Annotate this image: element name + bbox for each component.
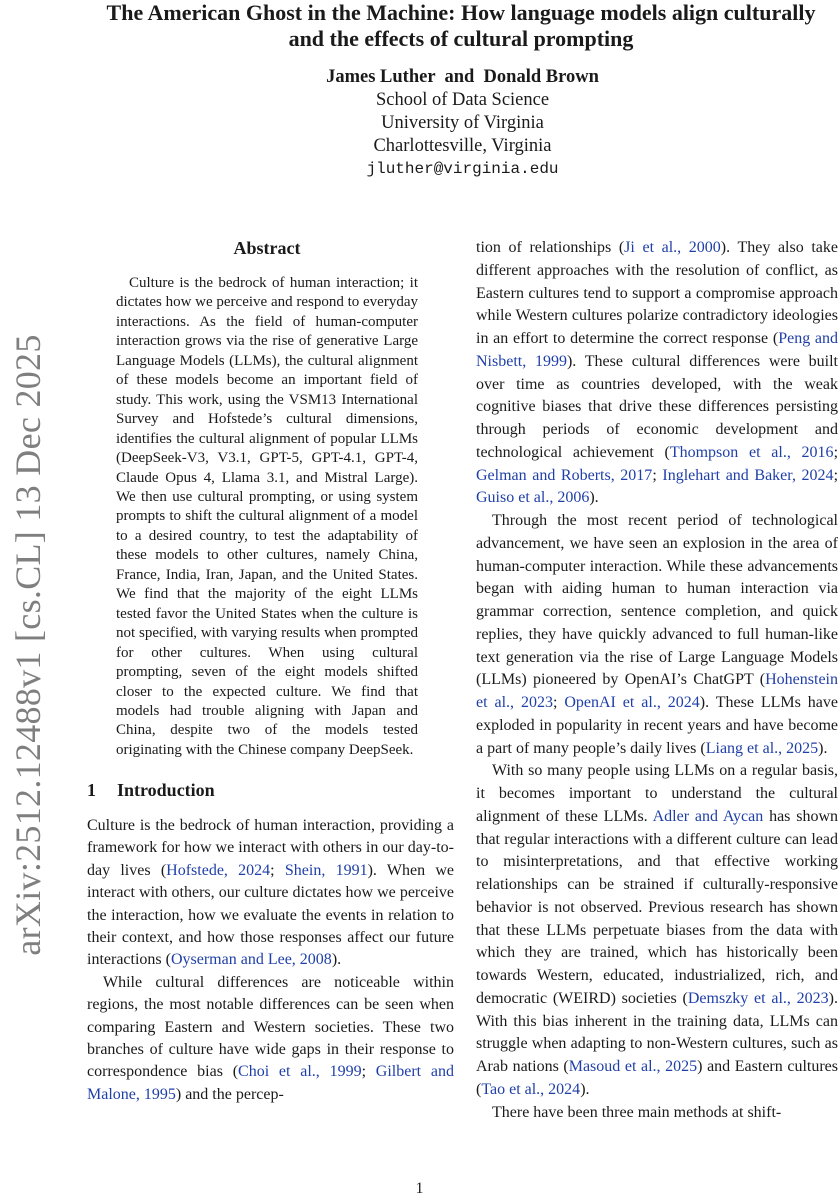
citation-link[interactable]: Shein, 1991	[284, 861, 368, 879]
citation-link[interactable]: Adler and Aycan	[652, 807, 764, 825]
left-column	[87, 815, 454, 1106]
paragraph-text: ) and the percep-	[175, 1085, 284, 1103]
citation-link[interactable]: Hohenstein et al., 2023	[476, 671, 838, 711]
paragraph-text: ;	[552, 694, 565, 711]
title-line-1: The American Ghost in the Machine: How language models align culturally	[106, 0, 816, 25]
paragraph-text: There have been three main methods at shift-	[492, 1103, 782, 1121]
citation-link[interactable]: Liang et al., 2025	[705, 739, 819, 757]
abstract-heading: Abstract	[233, 238, 301, 258]
author-university: University of Virginia	[381, 113, 544, 133]
paragraph-text: ;	[652, 466, 663, 484]
page-number: 1	[415, 1180, 424, 1197]
section-title: Introduction	[117, 780, 215, 800]
paragraph-text: ). With this bias inherent in the training data, LLMs can struggle when adapting to non-Western cultures, such as Arab nations (	[476, 989, 838, 1075]
paragraph-text: ) and Eastern cultures (	[476, 1058, 838, 1098]
citation-link[interactable]: Tao et al., 2024	[481, 1080, 581, 1098]
intro-paragraph-4	[476, 510, 838, 760]
paragraph-text: ).	[818, 739, 828, 757]
citation-link[interactable]: Choi et al., 1999	[238, 1063, 362, 1081]
citation-link[interactable]: Gelman and Roberts, 2017	[476, 466, 653, 484]
paragraph-text: ;	[270, 861, 285, 879]
citation-link[interactable]: Peng and Nisbett, 1999	[476, 330, 839, 370]
paragraph-text: ).	[589, 489, 599, 507]
citation-link[interactable]: Thompson et al., 2016	[669, 443, 834, 461]
paragraph-text: With so many people using LLMs on a regular basis, it becomes important to understand the cultural alignment of these LLMs.	[476, 762, 838, 825]
paragraph-text: Culture is the bedrock of human interaction, providing a framework for how we interact with others in our day-to-day lives (	[87, 817, 454, 879]
author-names: James Luther and Donald Brown	[326, 67, 599, 87]
author-affiliation: School of Data Science	[375, 90, 550, 110]
paper-title	[74, 0, 839, 52]
paragraph-text: ;	[833, 443, 839, 461]
intro-paragraph-1	[87, 815, 454, 972]
paragraph-text: ). These cultural differences were built over time as countries developed, with the weak cognitive biases that drive these differences persisting through periods of economic development and technological achievement (	[476, 352, 838, 461]
paragraph-text: ). These LLMs have exploded in popularity in recent years and have become a part of many people’s daily lives (	[476, 694, 838, 757]
citation-link[interactable]: Gilbert and Malone, 1995	[87, 1063, 454, 1103]
paragraph-text: tion of relationships (	[476, 239, 625, 256]
citation-link[interactable]: Hofstede, 2024	[166, 861, 271, 879]
citation-link[interactable]: Oyserman and Lee, 2008	[170, 951, 332, 969]
author-block	[150, 66, 775, 181]
intro-paragraph-2	[87, 972, 454, 1106]
paragraph-text: Through the most recent period of technological advancement, we have seen an explosion in the area of human-computer interaction. While these advancements began with aiding human to human interaction via grammar correction, sentence completion, and quick replies, they have quickly advanced to full human-like text generation via the rise of Large Language Models (LLMs) pioneered by OpenAI’s ChatGPT (	[476, 512, 838, 689]
paragraph-text: ). When we interact with others, our culture dictates how we perceive the interaction, how we evaluate the events in relation to their context, and how those responses affect our future interactions (	[87, 861, 454, 969]
citation-link[interactable]: OpenAI et al., 2024	[564, 694, 700, 711]
author-city: Charlottesville, Virginia	[373, 136, 552, 156]
right-column	[476, 237, 838, 1124]
citation-link[interactable]: Inglehart and Baker, 2024	[662, 466, 834, 484]
arxiv-identifier: arXiv:2512.12488v1 [cs.CL] 13 Dec 2025	[8, 334, 48, 956]
paragraph-text: ;	[833, 466, 839, 484]
intro-paragraph-3	[476, 237, 838, 510]
paragraph-text: ). They also take different approaches with the resolution of conflict, as Eastern cultures tend to support a compromise approach while Western cultures polarize contradictory ideologies in an effort to determine the correct response (	[476, 239, 838, 347]
citation-link[interactable]: Guiso et al., 2006	[476, 489, 590, 507]
title-line-2: and the effects of cultural prompting	[288, 26, 634, 51]
citation-link[interactable]: Demszky et al., 2023	[687, 989, 829, 1007]
arxiv-sidebar	[0, 0, 56, 1200]
paragraph-text: While cultural differences are noticeable within regions, the most notable differences can be seen when comparing Eastern and Western societies. These two branches of culture have wide gaps in their response to correspondence bias (	[87, 973, 454, 1081]
citation-link[interactable]: Ji et al., 2000	[624, 239, 721, 256]
section-number: 1	[87, 780, 96, 800]
paragraph-text: ;	[361, 1063, 376, 1081]
paragraph-text: has shown that regular interactions with a different culture can lead to misinterpretations, and that effective working relationships can be strained if culturally-responsive behavior is not observed. Previous research has shown that these LLMs perpetuate biases from the data with which they are trained, which has historically been towards Western, educated, industrialized, rich, and democratic (WEIRD) societies (	[476, 807, 839, 1007]
paragraph-text: ).	[580, 1080, 590, 1098]
paragraph-text: ).	[331, 951, 342, 969]
citation-link[interactable]: Masoud et al., 2025	[568, 1058, 698, 1075]
intro-paragraph-5	[476, 760, 838, 1101]
intro-paragraph-6	[476, 1102, 838, 1125]
abstract-body: Culture is the bedrock of human interaction; it dictates how we perceive and respond to everyday interactions. As the field of human-computer interaction grows via the rise of generative Large Language Models (LLMs), the cultural alignment of these models become an important field of study. This work, using the VSM13 International Survey and Hofstede’s cultural dimensions, identifies the cultural alignment of popular LLMs (DeepSeek-V3, V3.1, GPT-5, GPT-4.1, GPT-4, Claude Opus 4, Llama 3.1, and Mistral Large). We then use cultural prompting, or using system prompts to shift the cultural alignment of a model to a desired country, to test the adaptability of these models to other cultures, namely China, France, India, Iran, Japan, and the United States. We find that the majority of the eight LLMs tested favor the United States when the culture is not specified, with varying results when prompted for other cultures. When using cultural prompting, seven of the eight models shifted closer to the expected culture. We find that models had trouble aligning with Japan and China, despite two of the models tested originating with the Chinese company DeepSeek.	[116, 275, 418, 758]
author-email[interactable]: jluther@virginia.edu	[366, 160, 559, 178]
section-heading	[87, 780, 457, 801]
